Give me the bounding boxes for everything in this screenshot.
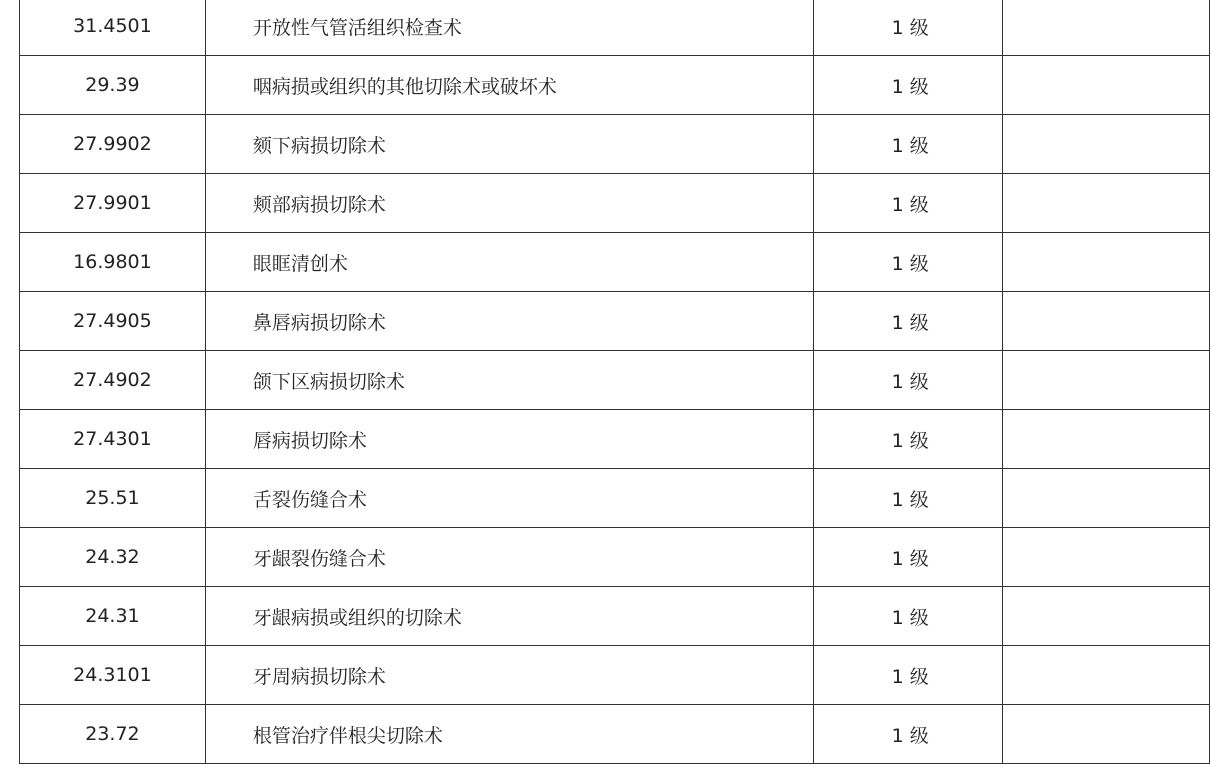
- procedure-table: [19, 0, 1210, 764]
- procedure-level-cell: 1 级: [814, 705, 1003, 764]
- procedure-name-cell: 牙龈病损或组织的切除术: [205, 587, 813, 646]
- procedure-name-cell: 牙周病损切除术: [205, 646, 813, 705]
- table-row: [20, 646, 1210, 705]
- procedure-name-cell: 眼眶清创术: [205, 233, 813, 292]
- procedure-name-cell: 咽病损或组织的其他切除术或破坏术: [205, 56, 813, 115]
- procedure-code-cell: 27.9902: [20, 115, 206, 174]
- empty-cell: [1003, 705, 1210, 764]
- procedure-code-cell: 23.72: [20, 705, 206, 764]
- procedure-code-cell: 29.39: [20, 56, 206, 115]
- procedure-level-cell: 1 级: [814, 587, 1003, 646]
- table-row: [20, 705, 1210, 764]
- empty-cell: [1003, 115, 1210, 174]
- empty-cell: [1003, 0, 1210, 56]
- empty-cell: [1003, 351, 1210, 410]
- procedure-code-cell: 31.4501: [20, 0, 206, 56]
- table-row: [20, 351, 1210, 410]
- table-row: [20, 410, 1210, 469]
- table-row: [20, 115, 1210, 174]
- procedure-level-cell: 1 级: [814, 115, 1003, 174]
- procedure-code-cell: 27.4905: [20, 292, 206, 351]
- procedure-level-cell: 1 级: [814, 469, 1003, 528]
- procedure-code-cell: 27.4301: [20, 410, 206, 469]
- procedure-level-cell: 1 级: [814, 410, 1003, 469]
- procedure-name-cell: 牙龈裂伤缝合术: [205, 528, 813, 587]
- procedure-code-cell: 24.31: [20, 587, 206, 646]
- procedure-code-cell: 27.4902: [20, 351, 206, 410]
- procedure-level-cell: 1 级: [814, 0, 1003, 56]
- empty-cell: [1003, 233, 1210, 292]
- procedure-code-cell: 16.9801: [20, 233, 206, 292]
- procedure-level-cell: 1 级: [814, 351, 1003, 410]
- empty-cell: [1003, 56, 1210, 115]
- procedure-name-cell: 舌裂伤缝合术: [205, 469, 813, 528]
- procedure-name-cell: 鼻唇病损切除术: [205, 292, 813, 351]
- procedure-level-cell: 1 级: [814, 528, 1003, 587]
- procedure-level-cell: 1 级: [814, 174, 1003, 233]
- procedure-name-cell: 开放性气管活组织检查术: [205, 0, 813, 56]
- procedure-name-cell: 唇病损切除术: [205, 410, 813, 469]
- procedure-level-cell: 1 级: [814, 292, 1003, 351]
- procedure-name-cell: 颏下病损切除术: [205, 115, 813, 174]
- table-row: [20, 528, 1210, 587]
- table-row: [20, 233, 1210, 292]
- table-row: [20, 56, 1210, 115]
- empty-cell: [1003, 174, 1210, 233]
- procedure-name-cell: 颌下区病损切除术: [205, 351, 813, 410]
- empty-cell: [1003, 587, 1210, 646]
- table-row: [20, 0, 1210, 56]
- table-row: [20, 292, 1210, 351]
- table-row: [20, 469, 1210, 528]
- procedure-code-cell: 25.51: [20, 469, 206, 528]
- empty-cell: [1003, 292, 1210, 351]
- table-row: [20, 587, 1210, 646]
- procedure-code-cell: 27.9901: [20, 174, 206, 233]
- procedure-name-cell: 颊部病损切除术: [205, 174, 813, 233]
- procedure-table-body: [20, 0, 1210, 764]
- procedure-level-cell: 1 级: [814, 646, 1003, 705]
- procedure-level-cell: 1 级: [814, 56, 1003, 115]
- empty-cell: [1003, 646, 1210, 705]
- procedure-name-cell: 根管治疗伴根尖切除术: [205, 705, 813, 764]
- procedure-code-cell: 24.3101: [20, 646, 206, 705]
- empty-cell: [1003, 528, 1210, 587]
- procedure-code-cell: 24.32: [20, 528, 206, 587]
- table-row: [20, 174, 1210, 233]
- empty-cell: [1003, 469, 1210, 528]
- empty-cell: [1003, 410, 1210, 469]
- procedure-level-cell: 1 级: [814, 233, 1003, 292]
